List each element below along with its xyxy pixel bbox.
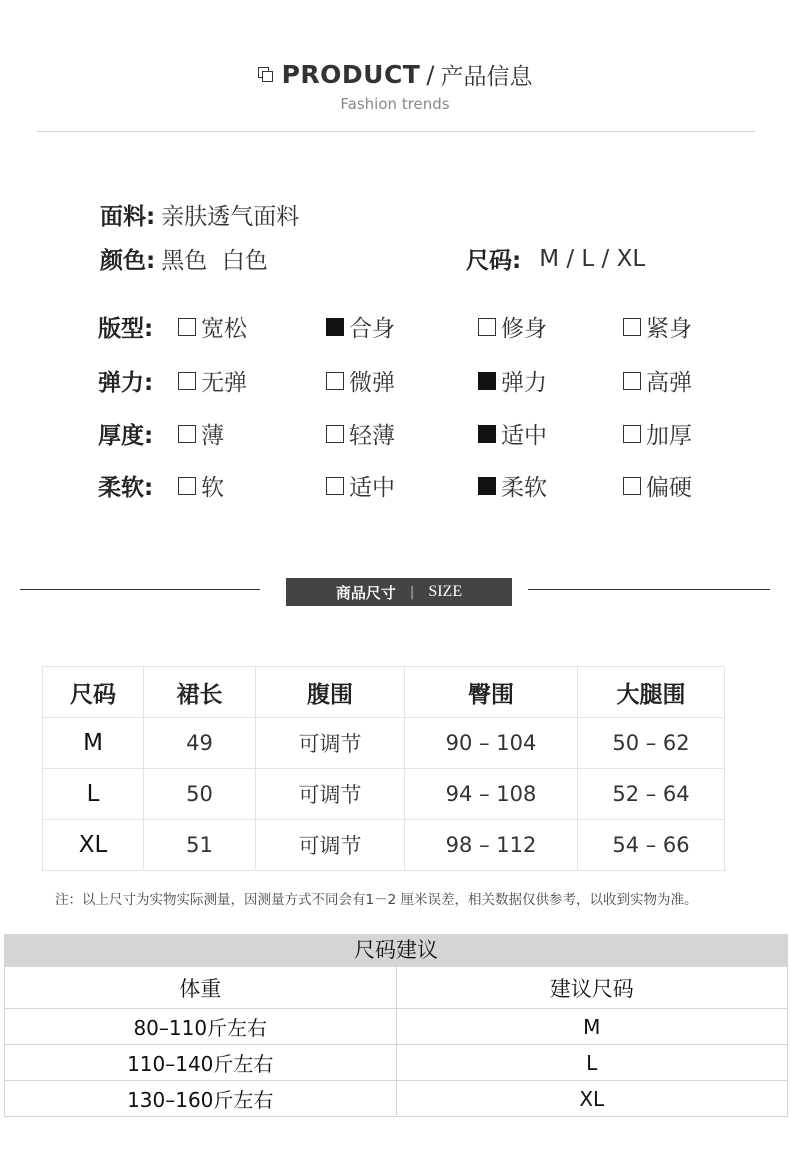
property-row-thickness	[98, 417, 738, 447]
table-row	[43, 820, 725, 871]
option-elastic: 弹力	[478, 364, 547, 397]
option-moderate: 适中	[326, 469, 395, 502]
table-row	[5, 1045, 788, 1081]
header-title-line	[0, 58, 790, 91]
table-cell: 50	[144, 769, 256, 820]
property-row-softness	[98, 469, 738, 499]
size-value: M / L / XL	[539, 245, 646, 272]
checkbox-filled-icon	[326, 318, 344, 336]
size-label: 尺码:	[466, 248, 522, 274]
fabric-value: 亲肤透气面料	[161, 204, 300, 230]
table-cell: 130–160斤左右	[5, 1081, 397, 1117]
table-header-row	[43, 667, 725, 718]
table-cell: 可调节	[256, 718, 405, 769]
table-cell: M	[43, 718, 144, 769]
table-cell: M	[396, 1009, 788, 1045]
table-row	[5, 1081, 788, 1117]
color-label: 颜色:	[100, 248, 156, 274]
squares-icon	[258, 67, 274, 83]
option-soft: 软	[178, 469, 224, 502]
table-cell: XL	[43, 820, 144, 871]
section-divider-left	[20, 589, 260, 590]
property-label: 版型:	[98, 316, 154, 342]
option-slight: 微弹	[326, 364, 395, 397]
table-cell: 80–110斤左右	[5, 1009, 397, 1045]
table-row	[5, 1009, 788, 1045]
header-title-cn: 产品信息	[440, 64, 533, 90]
size-row	[466, 242, 645, 275]
table-cell: XL	[396, 1081, 788, 1117]
table-header-row	[5, 967, 788, 1009]
table-header-cell: 腹围	[256, 667, 405, 718]
table-header-cell: 建议尺码	[396, 967, 788, 1009]
option-thick: 加厚	[623, 417, 692, 450]
property-label: 柔软:	[98, 475, 154, 501]
property-row-elasticity	[98, 364, 738, 394]
option-regular: 合身	[326, 310, 395, 343]
fabric-label: 面料:	[100, 204, 156, 230]
checkbox-empty-icon	[326, 477, 344, 495]
checkbox-empty-icon	[623, 372, 641, 390]
option-very-soft: 柔软	[478, 469, 547, 502]
table-cell: 52 – 64	[578, 769, 725, 820]
table-cell: 49	[144, 718, 256, 769]
table-header-cell: 大腿围	[578, 667, 725, 718]
table-cell: 可调节	[256, 769, 405, 820]
checkbox-empty-icon	[623, 477, 641, 495]
checkbox-filled-icon	[478, 425, 496, 443]
table-header-cell: 裙长	[144, 667, 256, 718]
table-cell: 51	[144, 820, 256, 871]
section-title-cn: 商品尺寸	[335, 583, 396, 602]
option-tight: 紧身	[623, 310, 692, 343]
header-separator: /	[426, 60, 435, 89]
header-title-en: PRODUCT	[281, 60, 421, 89]
recommendation-title: 尺码建议	[4, 934, 788, 966]
recommendation-table	[4, 966, 788, 1117]
product-header	[0, 58, 790, 113]
option-light-thin: 轻薄	[326, 417, 395, 450]
table-row	[43, 769, 725, 820]
checkbox-empty-icon	[178, 318, 196, 336]
checkbox-filled-icon	[478, 372, 496, 390]
checkbox-empty-icon	[623, 425, 641, 443]
table-cell: 110–140斤左右	[5, 1045, 397, 1081]
table-cell: L	[396, 1045, 788, 1081]
checkbox-empty-icon	[178, 425, 196, 443]
table-cell: 90 – 104	[405, 718, 578, 769]
table-cell: L	[43, 769, 144, 820]
table-cell: 94 – 108	[405, 769, 578, 820]
option-none: 无弹	[178, 364, 247, 397]
section-title-divider: |	[409, 584, 415, 600]
color-value: 黑色 白色	[161, 248, 268, 274]
section-title-en: SIZE	[428, 583, 463, 600]
table-cell: 可调节	[256, 820, 405, 871]
option-slim: 修身	[478, 310, 547, 343]
option-stiff: 偏硬	[623, 469, 692, 502]
checkbox-filled-icon	[478, 477, 496, 495]
checkbox-empty-icon	[178, 372, 196, 390]
section-divider-right	[528, 589, 770, 590]
table-cell: 50 – 62	[578, 718, 725, 769]
table-header-cell: 体重	[5, 967, 397, 1009]
table-cell: 98 – 112	[405, 820, 578, 871]
size-table	[42, 666, 725, 871]
header-subtitle: Fashion trends	[340, 95, 450, 113]
property-label: 厚度:	[98, 423, 154, 449]
property-label: 弹力:	[98, 370, 154, 396]
measurement-note: 注：以上尺寸为实物实际测量，因测量方式不同会有1－2 厘米误差，相关数据仅供参考，以收到实物为准。	[55, 892, 698, 908]
option-loose: 宽松	[178, 310, 247, 343]
checkbox-empty-icon	[326, 372, 344, 390]
property-row-fit	[98, 310, 738, 340]
table-header-cell: 尺码	[43, 667, 144, 718]
color-row	[100, 242, 268, 275]
option-thin: 薄	[178, 417, 224, 450]
fabric-row	[100, 198, 299, 231]
checkbox-empty-icon	[623, 318, 641, 336]
table-cell: 54 – 66	[578, 820, 725, 871]
table-header-cell: 臀围	[405, 667, 578, 718]
table-row	[43, 718, 725, 769]
section-title-bar	[286, 578, 512, 606]
option-high: 高弹	[623, 364, 692, 397]
checkbox-empty-icon	[178, 477, 196, 495]
checkbox-empty-icon	[326, 425, 344, 443]
option-medium: 适中	[478, 417, 547, 450]
header-divider	[37, 131, 755, 132]
checkbox-empty-icon	[478, 318, 496, 336]
